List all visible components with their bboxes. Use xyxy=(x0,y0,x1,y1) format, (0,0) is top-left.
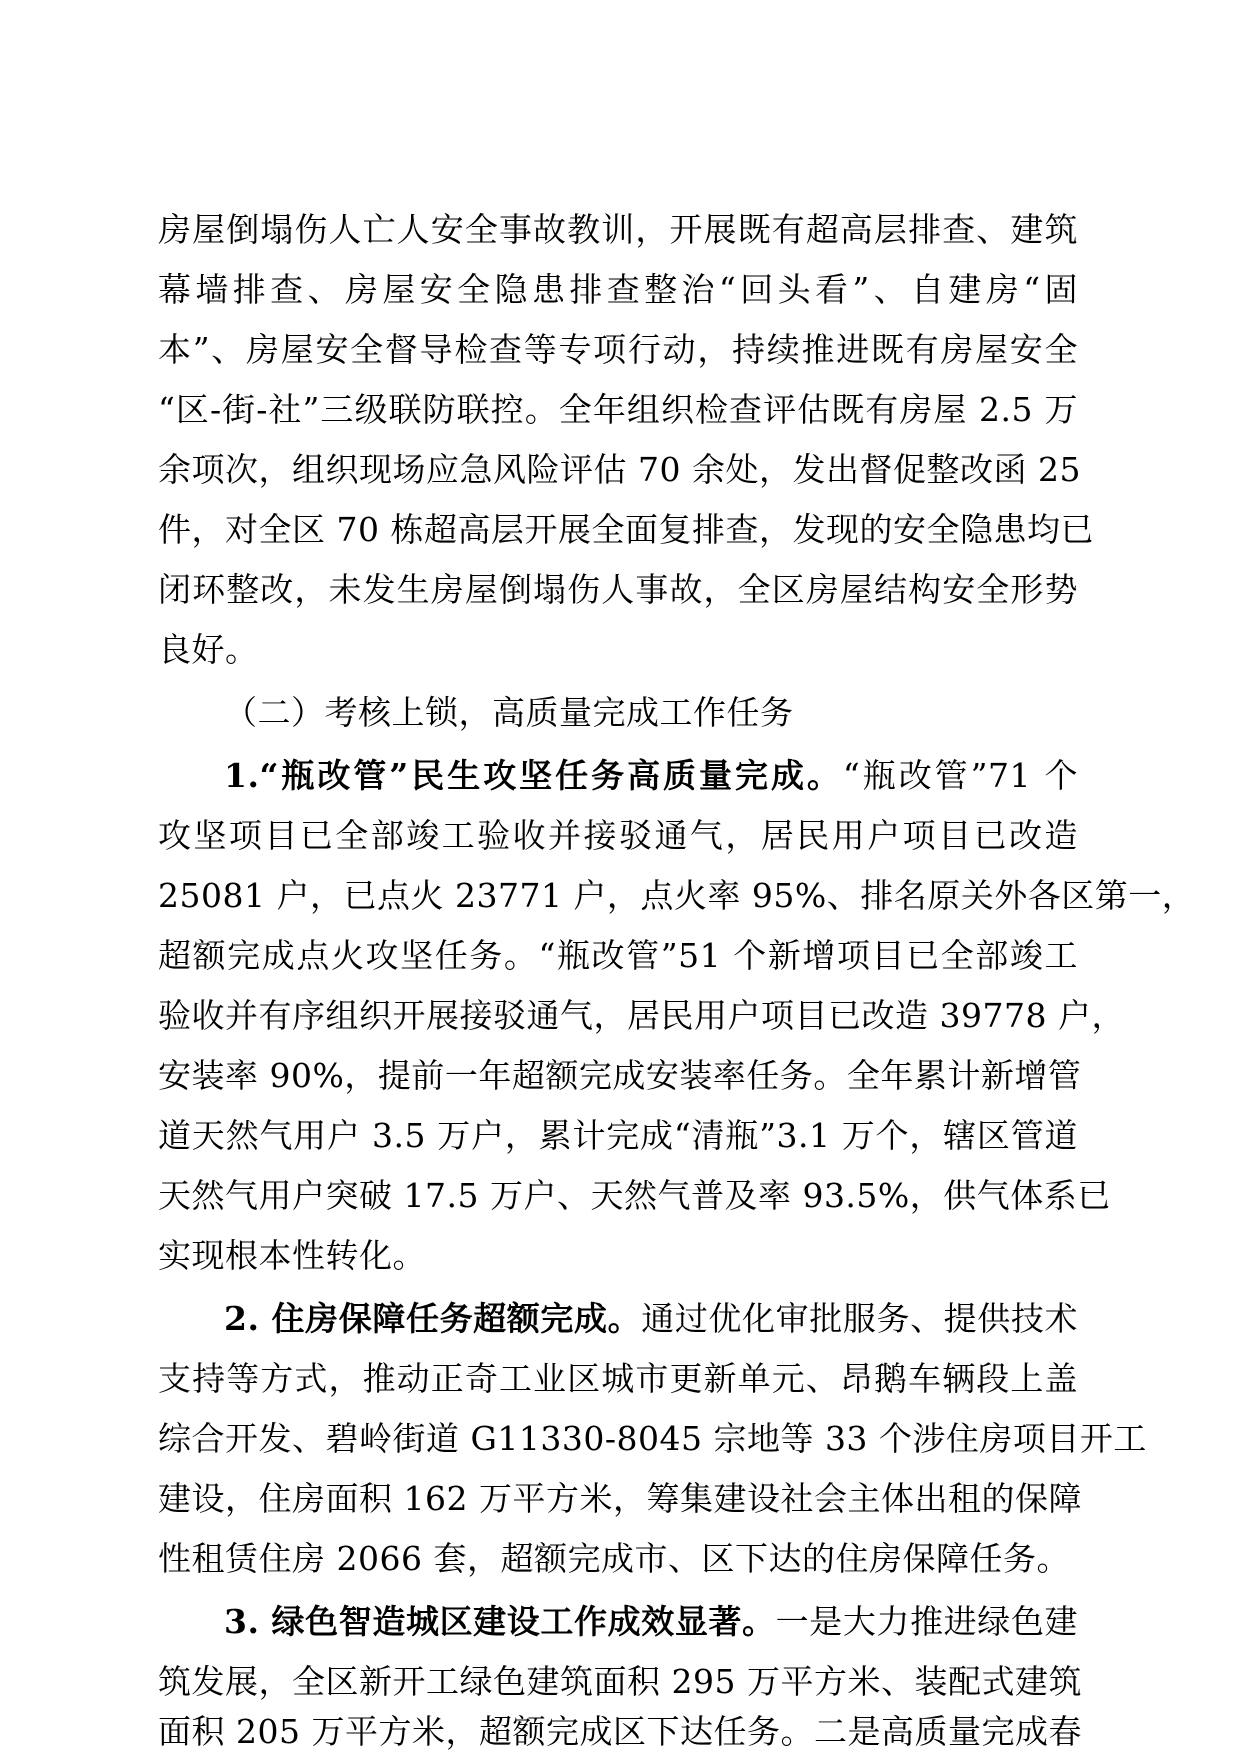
text-line xyxy=(158,1529,1078,1589)
line-text: 余项次，组织现场应急风险评估 70 余处，发出督促整改函 25 xyxy=(158,450,1081,489)
text-line xyxy=(158,500,1094,560)
line-text: 25081 户，已点火 23771 户，点火率 95%、排名原关外各区第一， xyxy=(158,876,1196,915)
line-text: 闭环整改，未发生房屋倒塌伤人事故，全区房屋结构安全形势 xyxy=(158,570,1078,609)
line-text: 面积 205 万平方米，超额完成区下达任务。二是高质量完成春 xyxy=(158,1712,1082,1751)
line-text: 支持等方式，推动正奇工业区城市更新单元、昂鹅车辆段上盖 xyxy=(158,1359,1078,1398)
text-line xyxy=(224,1592,1078,1652)
text-line xyxy=(158,1712,1082,1752)
line-text: 性租赁住房 2066 套，超额完成市、区下达的住房保障任务。 xyxy=(158,1539,1070,1578)
line-text: 建设，住房面积 162 万平方米，筹集建设社会主体出租的保障 xyxy=(158,1479,1082,1518)
text-line xyxy=(224,1289,1078,1349)
text-line xyxy=(158,260,1078,320)
text-line xyxy=(158,806,1078,866)
line-text: 道天然气用户 3.5 万户，累计完成“清瓶”3.1 万个，辖区管道 xyxy=(158,1116,1078,1155)
line-text: 房屋倒塌伤人亡人安全事故教训，开展既有超高层排查、建筑 xyxy=(158,210,1078,249)
text-line xyxy=(158,200,1078,260)
text-line xyxy=(158,1349,1078,1409)
line-text: 综合开发、碧岭街道 G11330-8045 宗地等 33 个涉住房项目开工 xyxy=(158,1419,1147,1458)
item-heading: 2. 住房保障任务超额完成。 xyxy=(224,1299,642,1338)
line-text: 攻坚项目已全部竣工验收并接驳通气，居民用户项目已改造 xyxy=(158,816,1078,855)
line-text: 幕墙排查、房屋安全隐患排查整治“回头看”、自建房“固 xyxy=(158,270,1078,309)
line-text: 件，对全区 70 栋超高层开展全面复排查，发现的安全隐患均已 xyxy=(158,510,1094,549)
text-line xyxy=(158,1046,1082,1106)
text-line xyxy=(158,926,1078,986)
text-line xyxy=(158,1166,1111,1226)
text-line xyxy=(158,1409,1147,1469)
text-line xyxy=(158,440,1081,500)
text-line xyxy=(158,866,1196,926)
text-line xyxy=(158,1226,1078,1286)
text-line xyxy=(158,620,1078,680)
line-text: 通过优化审批服务、提供技术 xyxy=(641,1299,1078,1338)
line-text: 筑发展，全区新开工绿色建筑面积 295 万平方米、装配式建筑 xyxy=(158,1662,1082,1701)
line-text: 验收并有序组织开展接驳通气，居民用户项目已改造 39778 户， xyxy=(158,996,1125,1035)
section-heading xyxy=(224,683,1078,743)
line-text: 超额完成点火攻坚任务。“瓶改管”51 个新增项目已全部竣工 xyxy=(158,936,1078,975)
line-text: “区-街-社”三级联防联控。全年组织检查评估既有房屋 2.5 万 xyxy=(158,390,1078,429)
line-text: 一是大力推进绿色建 xyxy=(775,1602,1078,1641)
line-text: 本”、房屋安全督导检查等专项行动，持续推进既有房屋安全 xyxy=(158,330,1078,369)
section-heading-text: （二）考核上锁，高质量完成工作任务 xyxy=(224,693,794,732)
item-heading: 1.“瓶改管”民生攻坚任务高质量完成。 xyxy=(224,756,843,795)
text-line xyxy=(158,560,1078,620)
line-text: 实现根本性转化。 xyxy=(158,1236,426,1275)
line-text: 良好。 xyxy=(158,630,259,669)
line-text: “瓶改管”71 个 xyxy=(842,756,1078,795)
text-line xyxy=(158,1106,1078,1166)
text-line xyxy=(158,1469,1082,1529)
item-heading: 3. 绿色智造城区建设工作成效显著。 xyxy=(224,1602,776,1641)
text-line xyxy=(158,1652,1082,1712)
text-line xyxy=(158,380,1078,440)
text-line xyxy=(158,986,1125,1046)
line-text: 安装率 90%，提前一年超额完成安装率任务。全年累计新增管 xyxy=(158,1056,1082,1095)
text-line xyxy=(158,320,1078,380)
text-line xyxy=(224,746,1078,806)
line-text: 天然气用户突破 17.5 万户、天然气普及率 93.5%，供气体系已 xyxy=(158,1176,1111,1215)
